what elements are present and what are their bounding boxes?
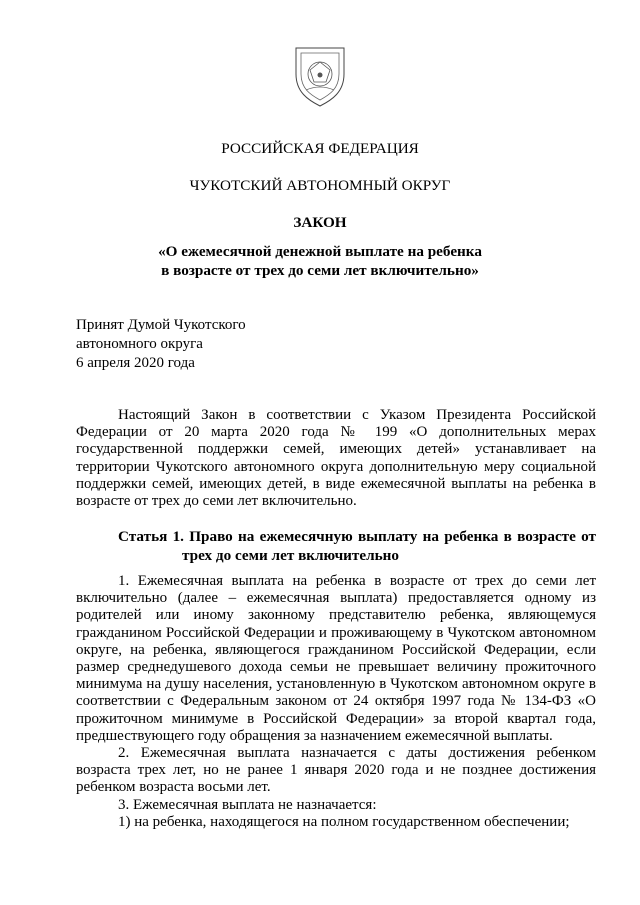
adoption-line1: Принят Думой Чукотского: [76, 317, 246, 333]
okrug-heading: ЧУКОТСКИЙ АВТОНОМНЫЙ ОКРУГ: [189, 177, 451, 194]
article-1-paragraph-4: 1) на ребенка, находящегося на полном государственном обеспечении;: [118, 813, 570, 830]
article-1-paragraph-1: 1. Ежемесячная выплата на ребенка в возрасте от трех до семи лет включительно (далее – ежемесячная выплата) предоставляется одному из родителей или иному законному представителю ребенка, являющемуся гражданином Российской Федерации и проживающему в Чукотском автономном округе, на ребенка, являющегося гражданином Российской Федерации, если размер среднедушевого дохода семьи не превышает величину прожиточного минимума на душу населения, установленную в Чукотском автономном округе в соответствии с Федеральным законом от 24 октября 1997 года № 134-ФЗ «О прожиточном минимуме в Российской Федерации» за второй квартал года, предшествующего году обращения за назначением ежемесячной выплаты.: [76, 573, 596, 744]
adoption-info: [76, 316, 246, 373]
doc-type-heading: ЗАКОН: [293, 214, 347, 231]
preamble-text: Настоящий Закон в соответствии с Указом Президента Российской Федерации от 20 марта 2020 года № 199 «О дополнительных мерах государственной поддержки семей, имеющих детей» устанавливает на территории Чукотского автономного округа дополнительную меру социальной поддержки семей, имеющих детей, в виде ежемесячной выплаты на ребенка в возрасте от трех до семи лет включительно.: [76, 407, 596, 510]
article-1-heading-line1: Статья 1. Право на ежемесячную выплату на ребенка в возрасте от: [118, 528, 596, 545]
article-1-heading-line2: трех до семи лет включительно: [182, 547, 399, 564]
coat-of-arms-emblem: [292, 44, 348, 108]
preamble: [76, 407, 596, 510]
article-1-body: [76, 573, 596, 831]
federation-heading: РОССИЙСКАЯ ФЕДЕРАЦИЯ: [221, 140, 419, 157]
article-1-heading: [76, 527, 596, 565]
adoption-line2: автономного округа: [76, 336, 203, 352]
law-title-line2: в возрасте от трех до семи лет включительно»: [161, 262, 479, 279]
article-1-paragraph-3: 3. Ежемесячная выплата не назначается:: [118, 796, 377, 813]
law-title-line1: «О ежемесячной денежной выплате на ребенка: [158, 243, 482, 260]
article-1-paragraph-2: 2. Ежемесячная выплата назначается с даты достижения ребенком возраста трех лет, но не ранее 1 января 2020 года и не позднее достижения ребенком возраста восьми лет.: [76, 745, 596, 796]
law-title: [0, 242, 640, 280]
adoption-date: 6 апреля 2020 года: [76, 355, 195, 371]
